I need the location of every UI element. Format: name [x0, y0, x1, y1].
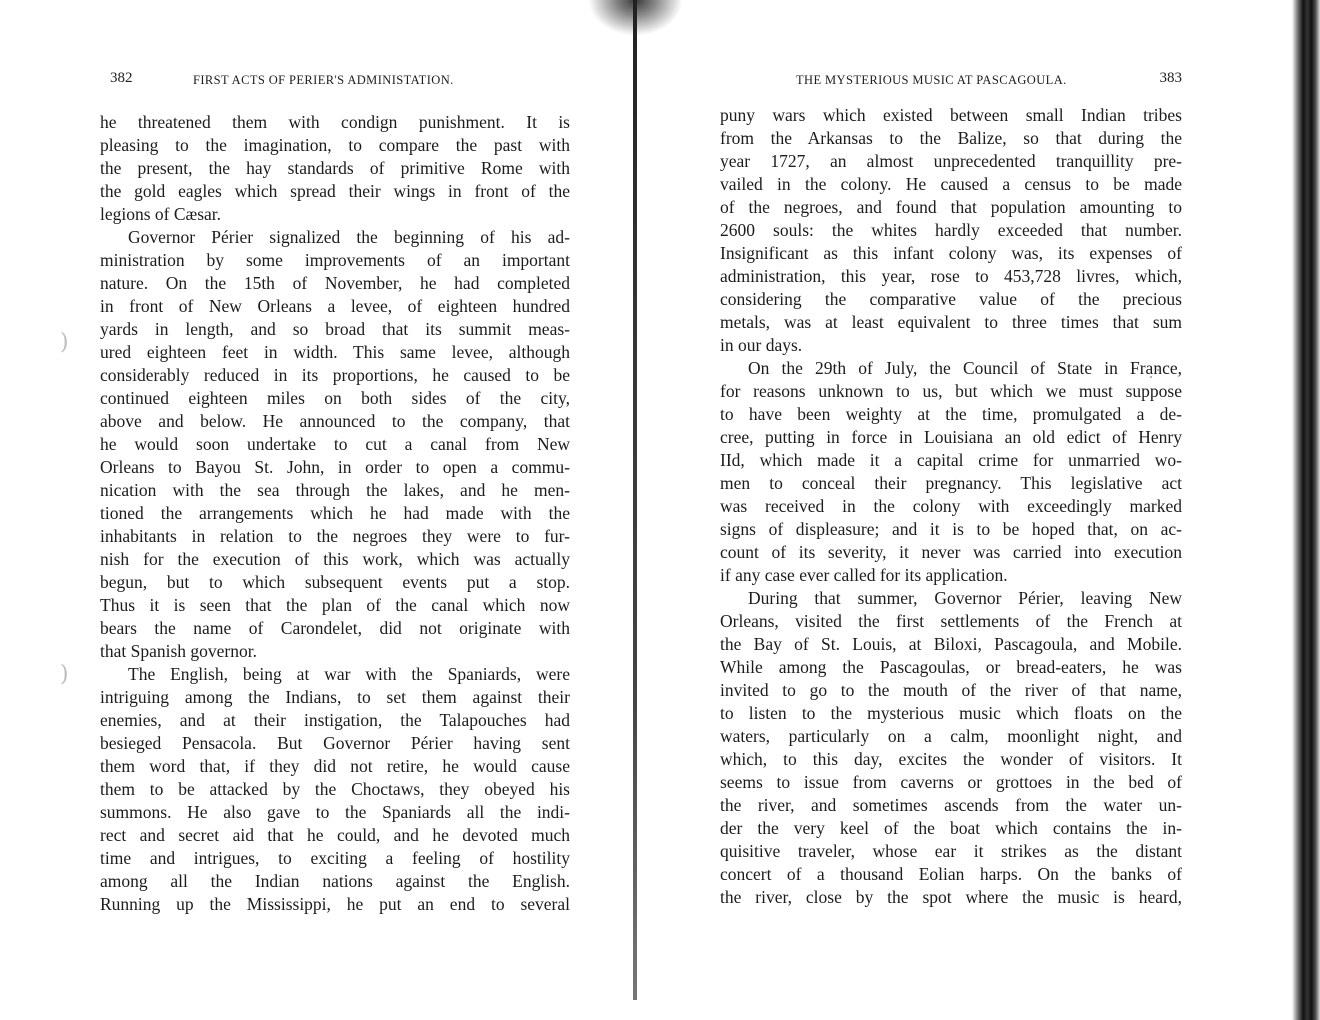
page-number: 383: [1159, 70, 1182, 86]
text-line: ministration by some improvements of an important: [100, 250, 570, 270]
text-line: metals, was at least equivalent to three times that sum: [720, 312, 1182, 332]
text-line: in our days.: [720, 335, 803, 355]
text-line: rect and secret aid that he could, and he devoted much: [100, 825, 570, 845]
text-line: IId, which made it a capital crime for unmarried wo-: [720, 450, 1182, 470]
text-line: in front of New Orleans a levee, of eighteen hundred: [100, 296, 570, 316]
text-line: men to conceal their pregnancy. This legislative act: [720, 473, 1182, 493]
running-title: THE MYSTERIOUS MUSIC AT PASCAGOULA.: [796, 73, 1067, 87]
text-line: to have been weighty at the time, promulgated a de-: [720, 404, 1182, 424]
text-line: the Bay of St. Louis, at Biloxi, Pascagoula, and Mobile.: [720, 634, 1182, 654]
text-line: he threatened them with condign punishment. It is: [100, 112, 570, 132]
running-title: FIRST ACTS OF PERIER'S ADMINISTATION.: [193, 73, 454, 87]
text-line: considering the comparative value of the precious: [720, 289, 1182, 309]
margin-mark: ): [60, 330, 69, 355]
text-line: besieged Pensacola. But Governor Périer having sent: [100, 733, 570, 753]
text-line: vailed in the colony. He caused a census to be made: [720, 174, 1182, 194]
text-line: Insignificant as this infant colony was, its expenses of: [720, 243, 1182, 263]
text-line: for reasons unknown to us, but which we must suppose: [720, 381, 1182, 401]
text-line: Thus it is seen that the plan of the canal which now: [100, 595, 570, 615]
text-line: considerably reduced in its proportions, he caused to be: [100, 365, 570, 385]
text-line: Governor Périer signalized the beginning of his ad-: [128, 227, 570, 247]
text-line: On the 29th of July, the Council of State in France,: [748, 358, 1182, 378]
text-line: concert of a thousand Eolian harps. On the banks of: [720, 864, 1182, 884]
text-line: among all the Indian nations against the English.: [100, 871, 570, 891]
text-line: the river, and sometimes ascends from the water un-: [720, 795, 1182, 815]
text-line: administration, this year, rose to 453,728 livres, which,: [720, 266, 1182, 286]
text-line: them word that, if they did not retire, he would cause: [100, 756, 570, 776]
text-line: the river, close by the spot where the music is heard,: [720, 887, 1182, 907]
text-line: count of its severity, it never was carried into execution: [720, 542, 1182, 562]
left-page-body: [100, 111, 570, 916]
text-line: inhabitants in relation to the negroes they were to fur-: [100, 526, 570, 546]
text-line: pleasing to the imagination, to compare the past with: [100, 135, 570, 155]
text-line: puny wars which existed between small Indian tribes: [720, 105, 1182, 125]
page-edge-shadow: [1292, 0, 1320, 1020]
text-line: 2600 souls: the whites hardly exceeded that number.: [720, 220, 1182, 240]
text-line: bears the name of Carondelet, did not originate with: [100, 618, 570, 638]
margin-mark: ): [60, 662, 69, 687]
text-line: tioned the arrangements which he had made with the: [100, 503, 570, 523]
text-line: the present, the hay standards of primitive Rome with: [100, 158, 570, 178]
right-page-body: [720, 104, 1182, 909]
book-gutter: [633, 0, 637, 1000]
text-line: he would soon undertake to cut a canal from New: [100, 434, 570, 454]
text-line: seems to issue from caverns or grottoes in the bed of: [720, 772, 1182, 792]
text-line: enemies, and at their instigation, the Talapouches had: [100, 710, 570, 730]
text-line: the gold eagles which spread their wings in front of the: [100, 181, 570, 201]
text-line: that Spanish governor.: [100, 641, 257, 661]
text-line: which, to this day, excites the wonder of visitors. It: [720, 749, 1182, 769]
text-line: signs of displeasure; and it is to be hoped that, on ac-: [720, 519, 1182, 539]
right-page-header: [720, 70, 1182, 90]
text-line: nature. On the 15th of November, he had completed: [100, 273, 570, 293]
text-line: of the negroes, and found that population amounting to: [720, 197, 1182, 217]
text-line: them to be attacked by the Choctaws, they obeyed his: [100, 779, 570, 799]
text-line: Orleans, visited the first settlements of the French at: [720, 611, 1182, 631]
text-line: begun, but to which subsequent events put a stop.: [100, 572, 570, 592]
left-page-header: [100, 70, 570, 90]
text-line: was received in the colony with exceedingly marked: [720, 496, 1182, 516]
text-line: nish for the execution of this work, which was actually: [100, 549, 570, 569]
text-line: waters, particularly on a calm, moonlight night, and: [720, 726, 1182, 746]
text-line: nication with the sea through the lakes, and he men-: [100, 480, 570, 500]
text-line: During that summer, Governor Périer, leaving New: [748, 588, 1182, 608]
text-line: from the Arkansas to the Balize, so that during the: [720, 128, 1182, 148]
text-line: invited to go to the mouth of the river of that name,: [720, 680, 1182, 700]
text-line: cree, putting in force in Louisiana an old edict of Henry: [720, 427, 1182, 447]
text-line: continued eighteen miles on both sides of the city,: [100, 388, 570, 408]
text-line: summons. He also gave to the Spaniards all the indi-: [100, 802, 570, 822]
text-line: ured eighteen feet in width. This same levee, although: [100, 342, 570, 362]
text-line: time and intrigues, to exciting a feeling of hostility: [100, 848, 570, 868]
text-line: Orleans to Bayou St. John, in order to open a commu-: [100, 457, 570, 477]
text-line: Running up the Mississippi, he put an end to several: [100, 894, 570, 914]
text-line: intriguing among the Indians, to set them against their: [100, 687, 570, 707]
text-line: quisitive traveler, whose ear it strikes as the distant: [720, 841, 1182, 861]
page-number: 382: [110, 70, 133, 86]
text-line: While among the Pascagoulas, or bread-eaters, he was: [720, 657, 1182, 677]
text-line: legions of Cæsar.: [100, 204, 222, 224]
text-line: above and below. He announced to the company, that: [100, 411, 570, 431]
text-line: if any case ever called for its application.: [720, 565, 1008, 585]
text-line: yards in length, and so broad that its summit meas-: [100, 319, 570, 339]
text-line: year 1727, an almost unprecedented tranquillity pre-: [720, 151, 1182, 171]
text-line: der the very keel of the boat which contains the in-: [720, 818, 1182, 838]
text-line: The English, being at war with the Spaniards, were: [128, 664, 570, 684]
text-line: to listen to the mysterious music which floats on the: [720, 703, 1182, 723]
